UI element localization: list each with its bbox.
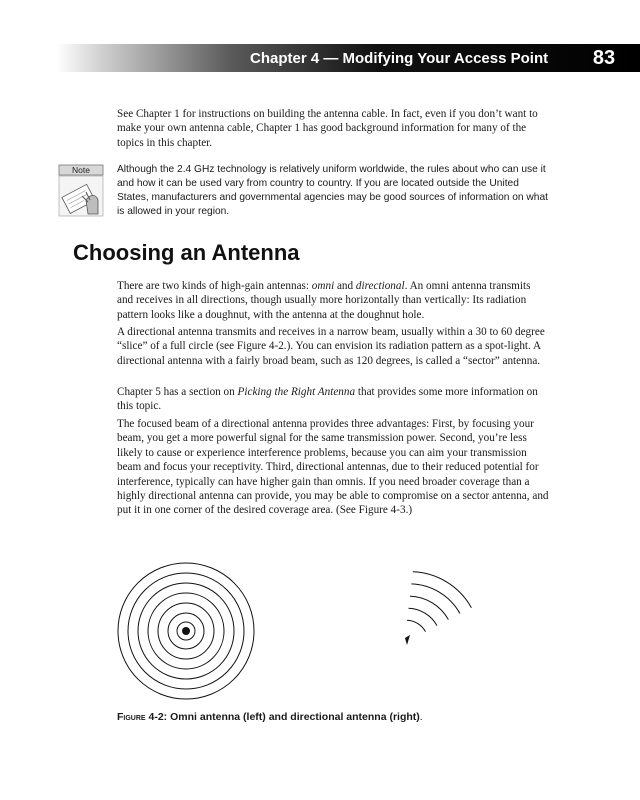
paragraph-chapter5-ref	[117, 385, 549, 414]
section-reference: Picking the Right Antenna	[237, 386, 356, 398]
omni-antenna-diagram	[116, 561, 256, 701]
omni-antenna-point	[182, 627, 190, 635]
section-heading: Choosing an Antenna	[73, 240, 300, 265]
directional-antenna-diagram	[400, 560, 476, 656]
caption-end: .	[419, 711, 423, 723]
term-directional: directional	[355, 280, 405, 292]
directional-arc	[407, 620, 425, 631]
note-hand-icon	[58, 164, 104, 218]
text-run: that provides some more information on this topic.	[117, 386, 538, 413]
figure-caption	[117, 711, 423, 723]
note-label: Note	[72, 165, 90, 175]
term-omni: omni	[311, 280, 335, 292]
directional-arc	[409, 608, 438, 625]
directional-arc	[413, 572, 472, 608]
paragraph-antenna-types	[117, 279, 549, 322]
text-run: and	[334, 280, 356, 292]
text-run: There are two kinds of high-gain antennas:	[117, 280, 312, 292]
figure-label: Figure 4-2:	[117, 711, 168, 723]
paragraph-advantages: The focused beam of a directional antenna provides three advantages: First, by focusing your beam, you get a more powerful signal for the same transmission power. Second, you’re less likely to cause or experience interference problems, because you can aim your transmission beam and focus your receptivity. Third, directional antennas, due to their reduced potential for interference, typically can have higher gain than omnis. If you need broader coverage than a highly directional antenna can provide, you may be able to compromise on a sector antenna, and put it in one corner of the desired coverage area. (See Figure 4-3.)	[117, 418, 549, 517]
note-text: Although the 2.4 GHz technology is relatively uniform worldwide, the rules about who can use it and how it can be used vary from country to country. If you are located outside the United States, manufacturers and governmental agencies may be good sources of information on what is allowed in your region.	[117, 164, 548, 217]
paragraph-directional: A directional antenna transmits and receives in a narrow beam, usually within a 30 to 60 degree “slice” of a full circle (see Figure 4-2.). You can envision its radiation pattern as a spot-light. A directional antenna with a fairly broad beam, such as 120 degrees, is called a “sector” antenna.	[117, 326, 545, 367]
chapter-title: Chapter 4 — Modifying Your Access Point	[250, 50, 549, 67]
figure-caption-text: Omni antenna (left) and directional antenna (right)	[167, 711, 420, 723]
directional-arc	[411, 584, 460, 614]
text-run: . An omni antenna transmits and receives in all directions, though usually more horizontally than vertically: Its radiation pattern looks like a doughnut, with the antenna at the doughnut hole.	[117, 280, 531, 321]
intro-paragraph: See Chapter 1 for instructions on building the antenna cable. In fact, even if you don’t want to make your own antenna cable, Chapter 1 has good background information for many of the topics in this chapter.	[117, 108, 538, 149]
page-number: 83	[592, 47, 616, 69]
directional-antenna-arrow	[405, 635, 410, 645]
text-run: Chapter 5 has a section on	[117, 386, 238, 398]
